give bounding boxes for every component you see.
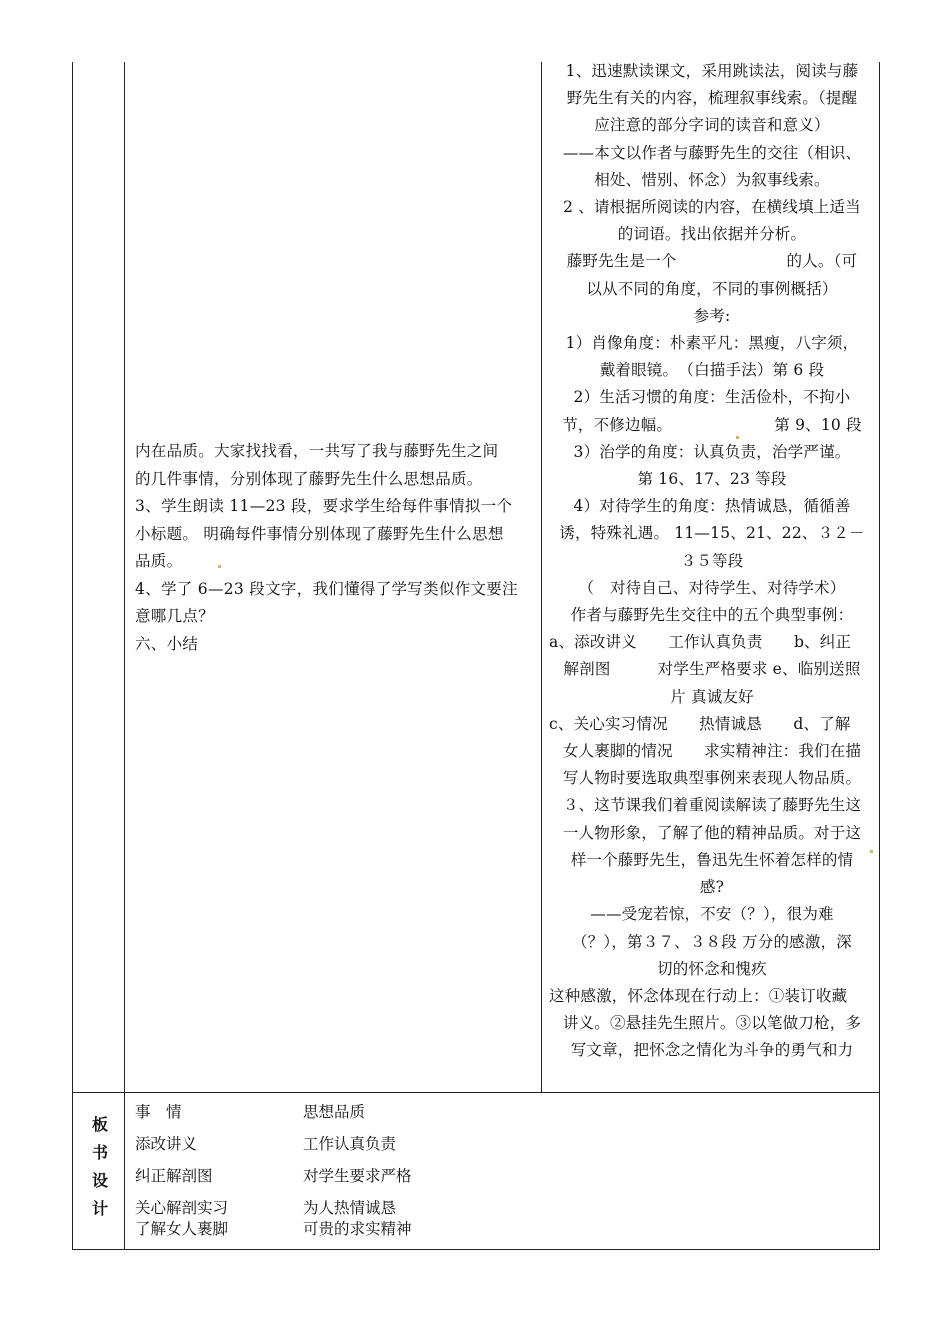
text-line: （ 对待自己、对待学生、对待学术） <box>578 578 846 597</box>
text-line: 应注意的部分字词的读音和意义） <box>594 116 830 135</box>
text-line: 内在品质。大家找找看，一共写了我与藤野先生之间 <box>135 442 499 460</box>
text-line: 写人物时要选取典型事例来表现人物品质。 <box>562 769 862 788</box>
speck-mark <box>218 565 221 568</box>
text-line: （？），第３７、３８段 万分的感激，深 <box>572 932 852 951</box>
label-char: 书 <box>91 1143 108 1162</box>
text-line: 3、学生朗读 11—23 段，要求学生给每件事情拟一个 <box>135 497 513 515</box>
text-line: ——本文以作者与藤野先生的交往（相识、 <box>562 143 862 162</box>
speck-mark <box>736 436 739 439</box>
text-line: 的词语。找出依据并分析。 <box>617 225 807 244</box>
text-line: 切的怀念和愧疚 <box>657 959 767 978</box>
text-line: a、添改讲义 工作认真负责 b、纠正 <box>549 633 852 652</box>
teaching-process-text <box>135 438 533 658</box>
text-line: 野先生有关的内容，梳理叙事线索。（提醒 <box>566 89 858 108</box>
text-line: 1）肖像角度：朴素平凡：黑瘦，八字须， <box>565 334 859 353</box>
table-bottom-border <box>72 1249 880 1250</box>
board-quality: 为人热情诚恳 <box>303 1199 397 1217</box>
text-line: 六、小结 <box>135 634 199 653</box>
content-column-divider <box>541 62 542 1092</box>
text-line: 解剖图 对学生严格要求 e、临别送照 <box>563 660 861 679</box>
table-right-border <box>879 62 880 1250</box>
text-line: 讲义。②悬挂先生照片。③以笔做刀枪，多 <box>562 1014 862 1033</box>
text-line: 作者与藤野先生交往中的五个典型事例： <box>570 606 854 625</box>
text-line: 写文章，把怀念之情化为斗争的勇气和力 <box>570 1041 854 1060</box>
label-char: 设 <box>91 1171 108 1190</box>
text-line: 感? <box>699 878 725 897</box>
text-line: 意哪几点？ <box>135 607 215 625</box>
text-line: 2）生活习惯的角度：生活俭朴，不拘小 <box>573 388 851 407</box>
speck-mark <box>870 850 873 853</box>
text-line: 的几件事情，分别体现了藤野先生什么思想品质。 <box>135 469 483 488</box>
board-event: 添改讲义 <box>135 1135 198 1153</box>
board-event: 事 情 <box>135 1103 182 1121</box>
text-line: 第 16、17、23 等段 <box>637 470 787 489</box>
section-divider <box>72 1092 880 1093</box>
text-line: 参考: <box>693 306 731 325</box>
text-line: 3）治学的角度：认真负责，治学严谨。 <box>573 442 851 461</box>
text-line: 4、学了 6—23 段文字，我们懂得了学写类似作文要注 <box>135 579 518 598</box>
board-event: 关心解剖实习 <box>135 1199 229 1217</box>
text-line: 诱，特殊礼遇。 11—15、21、22、３２－ <box>559 524 865 543</box>
label-column-divider <box>124 62 125 1250</box>
text-line: 一人物形象，了解了他的精神品质。对于这 <box>562 823 862 842</box>
text-line: 样一个藤野先生，鲁迅先生怀着怎样的情 <box>570 850 854 869</box>
label-char: 板 <box>91 1115 108 1134</box>
text-line: 品质。 <box>135 552 183 570</box>
label-char: 计 <box>91 1199 108 1218</box>
board-quality: 思想品质 <box>303 1103 366 1121</box>
board-quality: 对学生要求严格 <box>303 1167 412 1185</box>
text-line: 戴着眼镜。 （白描手法）第 6 段 <box>599 361 825 380</box>
board-quality: 可贵的求实精神 <box>303 1220 412 1238</box>
board-event: 了解女人裹脚 <box>135 1220 229 1238</box>
student-activity-text <box>549 58 875 1065</box>
text-line: 小标题。 明确每件事情分别体现了藤野先生什么思想 <box>135 524 504 543</box>
text-line: 2 、请根据所阅读的内容，在横线填上适当 <box>563 198 861 217</box>
text-line: 片 真诚友好 <box>670 687 754 706</box>
text-line: 这种感激，怀念体现在行动上：①装订收藏 <box>549 986 848 1005</box>
text-line: 4）对待学生的角度：热情诚恳，循循善 <box>573 497 851 516</box>
text-line: 藤野先生是一个 的人。（可 <box>566 252 858 271</box>
board-design-label <box>86 1111 114 1223</box>
board-quality: 工作认真负责 <box>303 1135 397 1153</box>
text-line: 女人裹脚的情况 求实精神注：我们在描 <box>562 742 862 761</box>
text-line: ——受宠若惊，不安（？），很为难 <box>590 905 834 924</box>
text-line: ３、这节课我们着重阅读解读了藤野先生这 <box>562 796 862 815</box>
text-line: 节，不修边幅。 第 9、10 段 <box>562 415 862 434</box>
text-line: 以从不同的角度，不同的事例概括） <box>586 279 838 298</box>
board-event: 纠正解剖图 <box>135 1167 213 1185</box>
text-line: 相处、惜别、怀念）为叙事线索。 <box>594 170 830 189</box>
text-line: 1、迅速默读课文，采用跳读法，阅读与藤 <box>565 62 859 80</box>
text-line: c、关心实习情况 热情诚恳 d、了解 <box>549 714 851 733</box>
table-left-border <box>72 62 73 1250</box>
text-line: ３５等段 <box>680 551 744 570</box>
